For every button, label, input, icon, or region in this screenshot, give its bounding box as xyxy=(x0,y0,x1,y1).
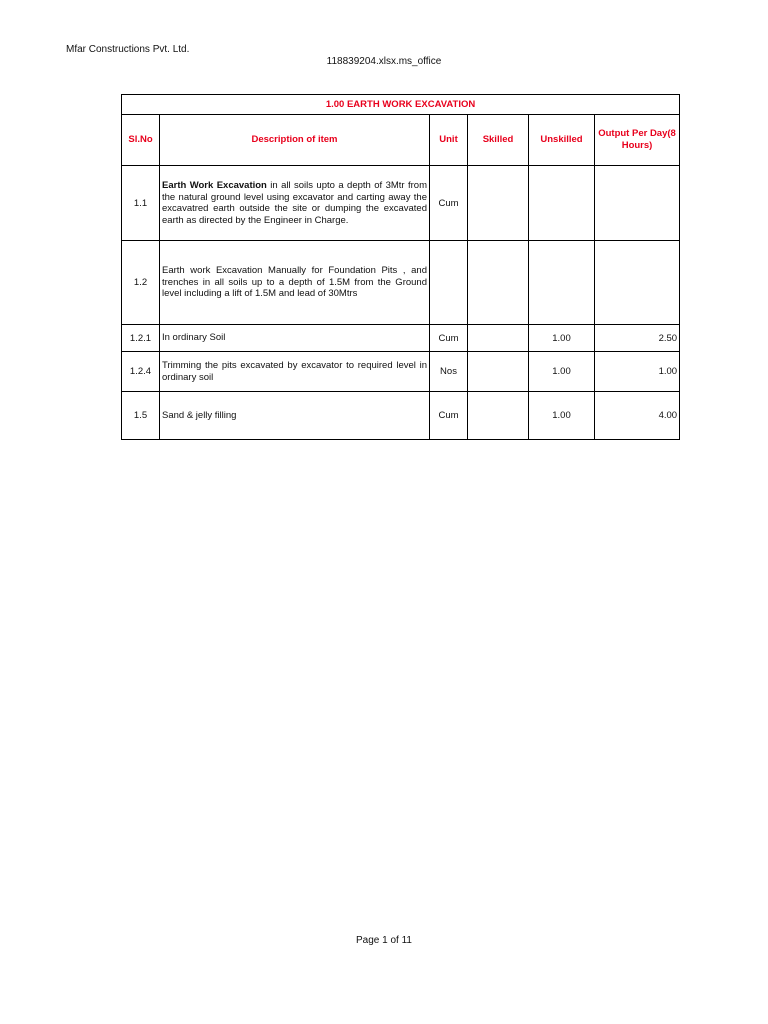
cell-description xyxy=(160,241,430,325)
cell-description xyxy=(160,166,430,241)
table-header-row xyxy=(122,115,680,166)
column-header-output: Output Per Day(8 Hours) xyxy=(595,115,680,166)
cell-unit: Cum xyxy=(430,325,468,352)
cell-unit: Cum xyxy=(430,392,468,440)
table-row xyxy=(122,325,680,352)
cell-skilled xyxy=(468,352,529,392)
table-row xyxy=(122,166,680,241)
cell-unit: Cum xyxy=(430,166,468,241)
description-bold: Earth Work Excavation xyxy=(162,180,267,191)
column-header-description: Description of item xyxy=(160,115,430,166)
cell-slno: 1.5 xyxy=(122,392,160,440)
page-number: Page 1 of 11 xyxy=(356,935,412,946)
description-text: Sand & jelly filling xyxy=(162,409,237,421)
company-name: Mfar Constructions Pvt. Ltd. xyxy=(66,44,190,55)
cell-skilled xyxy=(468,166,529,241)
table-row xyxy=(122,241,680,325)
cell-output xyxy=(595,166,680,241)
column-header-slno: Sl.No xyxy=(122,115,160,166)
cell-output xyxy=(595,241,680,325)
cell-unskilled: 1.00 xyxy=(529,352,595,392)
column-header-unit: Unit xyxy=(430,115,468,166)
file-name: 118839204.xlsx.ms_office xyxy=(326,56,442,67)
cell-output: 4.00 xyxy=(595,392,680,440)
table-title: 1.00 EARTH WORK EXCAVATION xyxy=(122,95,680,115)
cell-unit xyxy=(430,241,468,325)
table-row xyxy=(122,392,680,440)
description-text: In ordinary Soil xyxy=(162,332,226,344)
cell-skilled xyxy=(468,325,529,352)
rate-analysis-table xyxy=(121,94,680,440)
cell-unit: Nos xyxy=(430,352,468,392)
cell-skilled xyxy=(468,241,529,325)
cell-slno: 1.2.4 xyxy=(122,352,160,392)
description-text: in all soils upto a depth of 3Mtr from the natural ground level using excavator and carting away the excavatred earth outside the site or dumping the excavated earth as directed by the Engineer in Charge. xyxy=(162,180,427,226)
cell-output: 1.00 xyxy=(595,352,680,392)
table-title-row xyxy=(122,95,680,115)
cell-unskilled xyxy=(529,166,595,241)
cell-slno: 1.1 xyxy=(122,166,160,241)
description-text: Trimming the pits excavated by excavator to required level in ordinary soil xyxy=(162,360,427,383)
cell-slno: 1.2.1 xyxy=(122,325,160,352)
cell-description xyxy=(160,392,430,440)
cell-unskilled: 1.00 xyxy=(529,325,595,352)
cell-unskilled: 1.00 xyxy=(529,392,595,440)
cell-unskilled xyxy=(529,241,595,325)
cell-description xyxy=(160,352,430,392)
cell-description xyxy=(160,325,430,352)
table-row xyxy=(122,352,680,392)
column-header-unskilled: Unskilled xyxy=(529,115,595,166)
cell-slno: 1.2 xyxy=(122,241,160,325)
cell-output: 2.50 xyxy=(595,325,680,352)
cell-skilled xyxy=(468,392,529,440)
description-text: Earth work Excavation Manually for Foundation Pits , and trenches in all soils up to a depth of 1.5M from the Ground level including a lift of 1.5M and lead of 30Mtrs xyxy=(162,265,427,300)
column-header-skilled: Skilled xyxy=(468,115,529,166)
